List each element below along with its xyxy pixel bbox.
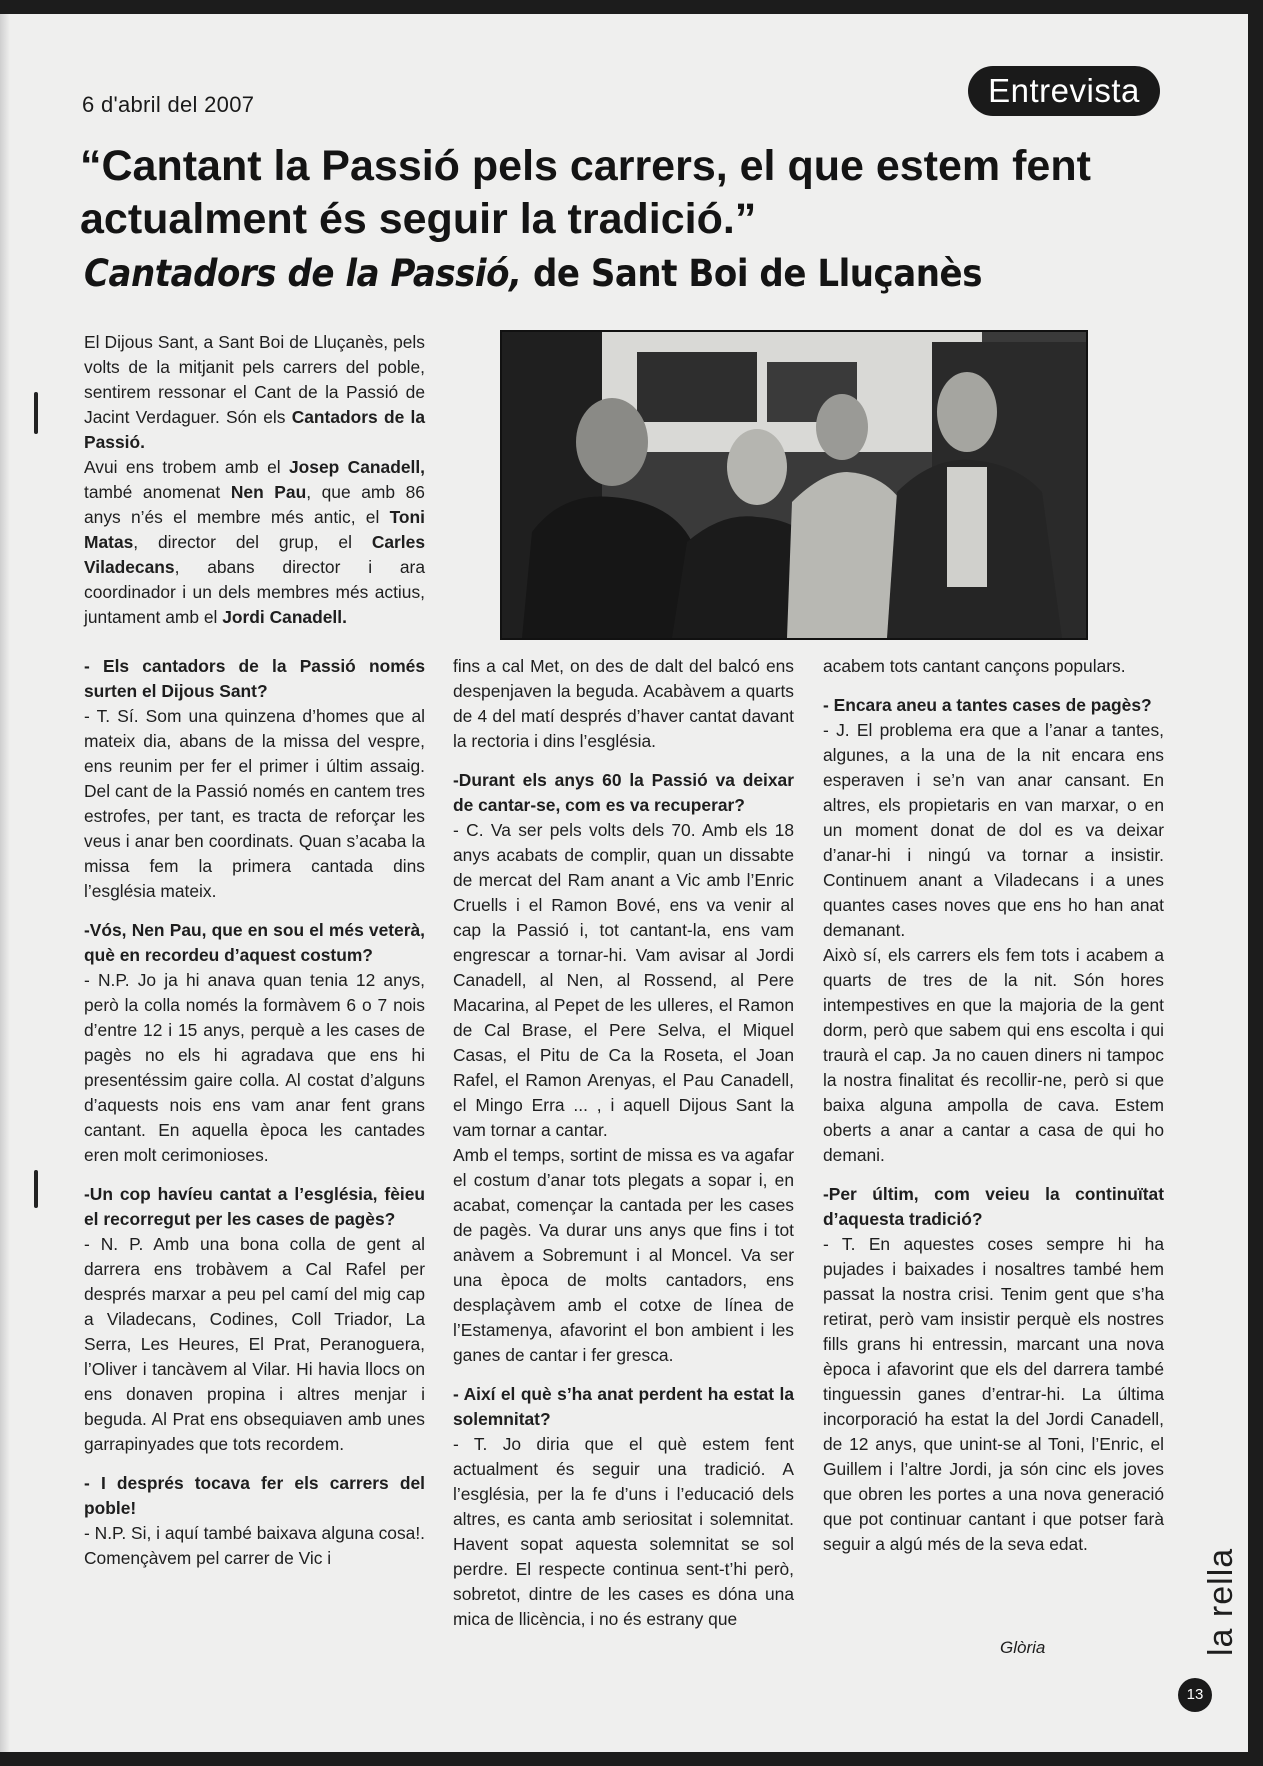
intro-text: , director del grup, el	[133, 532, 372, 552]
answer: - N.P. Jo ja hi anava quan tenia 12 anys, però la colla només la formàvem 6 o 7 nois d’entre 12 i 15 anys, perquè a les cases de pagès no els hi agradava que ens hi presentéssim gaire colla. Al costat d’alguns d’aquests nois ens vam anar fent grans cantant. En aquella època les cantades eren molt cerimonioses.	[84, 970, 425, 1165]
subhead-normal: de Sant Boi de Lluçanès	[532, 252, 982, 295]
issue-date: 6 d'abril del 2007	[82, 92, 255, 117]
name-bold: Toni Matas	[84, 507, 425, 552]
question: - Encara aneu a tantes cases de pagès?	[823, 695, 1152, 715]
article-intro	[84, 330, 425, 630]
binding-hole	[34, 392, 38, 434]
answer: - J. El problema era que a l’anar a tantes, algunes, a la una de la nit encara ens esperaven i se’n van anar cansant. En altres, els propietaris en van marxar, o en un moment donat de dol es va deixar d’anar-hi i ningú va tornar a insistir. Continuem anant a Viladecans i a unes quantes cases noves que ens ho han anat demanant.	[823, 720, 1164, 940]
answer: - N.P. Si, i aquí també baixava alguna cosa!. Començàvem pel carrer de Vic i	[84, 1523, 425, 1568]
subhead	[84, 252, 982, 295]
paragraph: Amb el temps, sortint de missa es va agafar el costum d’anar tots plegats a sopar i, en acabat, començar la cantada per les cases de pagès. Va durar uns anys que fins i tot anàvem a Sobremunt i al Moncel. Va ser una època de molts cantadors, ens desplaçàvem amb el cotxe de línea de l’Estamenya, afavorint el bon ambient i les ganes de cantar i fer gresca.	[453, 1145, 794, 1365]
binding-hole	[34, 1170, 38, 1208]
intro-text: , abans director i ara coordinador i un dels membres més actius, juntament amb el	[84, 557, 425, 627]
intro-text: Avui ens trobem amb el	[84, 457, 290, 477]
name-bold: Carles Viladecans	[84, 532, 425, 577]
magazine-brand: la rella	[1202, 1547, 1240, 1656]
answer: - T. Sí. Som una quinzena d’homes que al mateix dia, abans de la missa del vespre, ens reunim per fer el primer i últim assaig. Del cant de la Passió només en cantem tres estrofes, per tant, es tracta de reforçar les veus i anar ben coordinats. Quan s’acaba la missa fem la primera cantada dins l’església mateix.	[84, 706, 425, 901]
question: -Per últim, com veieu la continuïtat d’aquesta tradició?	[823, 1184, 1164, 1229]
intro-text: , que amb 86 anys n’és el membre més antic, el	[84, 482, 425, 527]
answer: - N. P. Amb una bona colla de gent al darrera ens trobàvem a Cal Rafel per després marxar a peu pel camí del mig cap a Viladecans, Codines, Coll Triador, La Serra, Les Heures, El Prat, Peranoguera, l’Oliver i tancàvem al Vilar. Hi havia llocs on ens donaven propina i altres menjar i beguda. Al Prat ens obsequiaven amb unes garrapinyades que tots recordem.	[84, 1234, 425, 1454]
column-2	[453, 654, 794, 1632]
section-tab: Entrevista	[968, 66, 1160, 116]
question: - Els cantadors de la Passió només surten el Dijous Sant?	[84, 656, 425, 701]
author-signature: Glòria	[1000, 1638, 1046, 1657]
paragraph: Això sí, els carrers els fem tots i acabem a quarts de tres de la nit. Són hores intempestives en que la majoria de la gent dorm, però que sabem qui ens escolta i qui traurà el cap. Ja no cauen diners ni tampoc la nostra finalitat és recollir-ne, però si que baixa alguna ampolla de cava. Estem oberts a anar a cantar a casa de qui ho demani.	[823, 945, 1164, 1165]
name-bold: Nen Pau	[230, 482, 307, 502]
paragraph: fins a cal Met, on des de dalt del balcó ens despenjaven la beguda. Acabàvem a quarts de 4 del matí després d’haver cantat davant la rectoria i dins l’església.	[453, 656, 794, 751]
question: - Així el què s’ha anat perdent ha estat la solemnitat?	[453, 1384, 794, 1429]
answer: - T. En aquestes coses sempre hi ha pujades i baixades i nosaltres també hem passat la nostra crisi. Tenim gent que s’ha retirat, però vam insistir perquè els nostres fills grans hi entressin, marcant una nova època i afavorint que els del darrera també tinguessin ganes d’entrar-hi. La última incorporació ha estat la del Jordi Canadell, de 12 anys, que unint-se al Toni, l’Enric, el Guillem i l’altre Jordi, ja són cinc els joves que obren les portes a una nova generació que pot continuar cantant i que potser farà seguir a algú més de la seva edat.	[823, 1234, 1164, 1554]
intro-text: El Dijous Sant, a Sant Boi de Lluçanès, pels volts de la mitjanit pels carrers del poble, sentirem ressonar el Cant de la Passió de Jacint Verdaguer. Són els	[84, 332, 425, 427]
question: -Un cop havíeu cantat a l’església, fèieu el recorregut per les cases de pagès?	[84, 1184, 425, 1229]
question: - I després tocava fer els carrers del poble!	[84, 1473, 425, 1518]
subhead-italic: Cantadors de la Passió,	[84, 252, 522, 295]
name-bold: Jordi Canadell.	[222, 607, 347, 627]
column-1	[84, 654, 425, 1571]
magazine-page	[0, 14, 1248, 1752]
group-photo	[500, 330, 1088, 640]
intro-text: també anomenat	[84, 482, 231, 502]
paragraph: acabem tots cantant cançons populars.	[823, 656, 1126, 676]
question: -Durant els anys 60 la Passió va deixar de cantar-se, com es va recuperar?	[453, 770, 794, 815]
intro-bold: Cantadors de la Passió.	[84, 407, 425, 452]
question: -Vós, Nen Pau, que en sou el més veterà, què en recordeu d’aquest costum?	[84, 920, 425, 965]
group-photo-illustration	[502, 332, 1086, 638]
headline: “Cantant la Passió pels carrers, el que estem fent actualment és seguir la tradició.”	[80, 142, 1091, 243]
column-3	[823, 654, 1164, 1557]
page-number: 13	[1178, 1678, 1212, 1712]
name-bold: Josep Canadell,	[289, 457, 425, 477]
answer: - T. Jo diria que el què estem fent actualment és seguir una tradició. A l’església, per la fe d’uns i l’educació dels altres, es canta amb seriositat i solemnitat. Havent sopat aquesta solemnitat se sol perdre. El respecte continua sent-t’hi però, sobretot, dintre de les cases es dóna una mica de llicència, i no és estrany que	[453, 1434, 794, 1629]
answer: - C. Va ser pels volts dels 70. Amb els 18 anys acabats de complir, quan un dissabte de mercat del Ram anant a Vic amb l’Enric Cruells i el Ramon Bové, ens va venir al cap la Passió i, tot cantant-la, ens vam engrescar a tornar-hi. Vam avisar al Jordi Canadell, al Nen, al Rossend, al Pere Macarina, al Pepet de les ulleres, el Ramon de Cal Brase, el Pere Selva, el Miquel Casas, el Pitu de Ca la Roseta, el Joan Rafel, el Ramon Arenyas, el Pau Canadell, el Mingo Erra ... , i aquell Dijous Sant la vam tornar a cantar.	[453, 820, 794, 1140]
